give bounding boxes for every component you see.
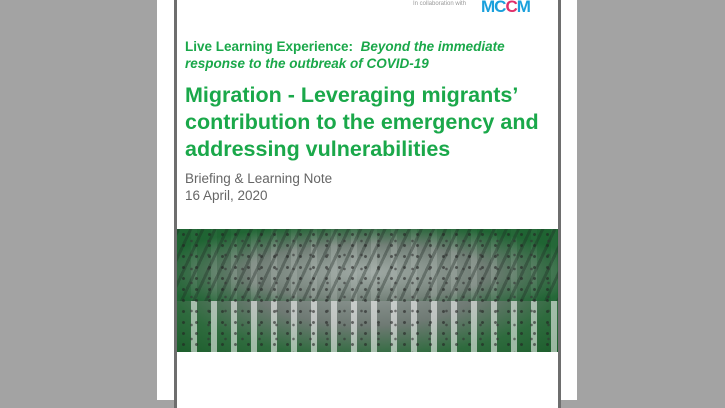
document-page xyxy=(174,0,561,408)
document-date: 16 April, 2020 xyxy=(185,188,268,203)
page-title: Migration - Leveraging migrants’ contribution to the emergency and addressing vulnerabilities xyxy=(185,83,539,161)
subtitle-lead: Live Learning Experience: xyxy=(185,39,354,54)
note-block xyxy=(185,170,332,204)
photo-people xyxy=(177,229,558,352)
subtitle xyxy=(185,38,545,72)
mc2cm-logo: MCCM xyxy=(481,0,530,16)
crowd-crosswalk-photo xyxy=(177,229,558,352)
subtitle-italic: Beyond the immediate response to the outbreak of COVID-19 xyxy=(185,39,505,71)
collaboration-text: In collaboration with xyxy=(413,1,467,7)
document-type: Briefing & Learning Note xyxy=(185,171,333,186)
